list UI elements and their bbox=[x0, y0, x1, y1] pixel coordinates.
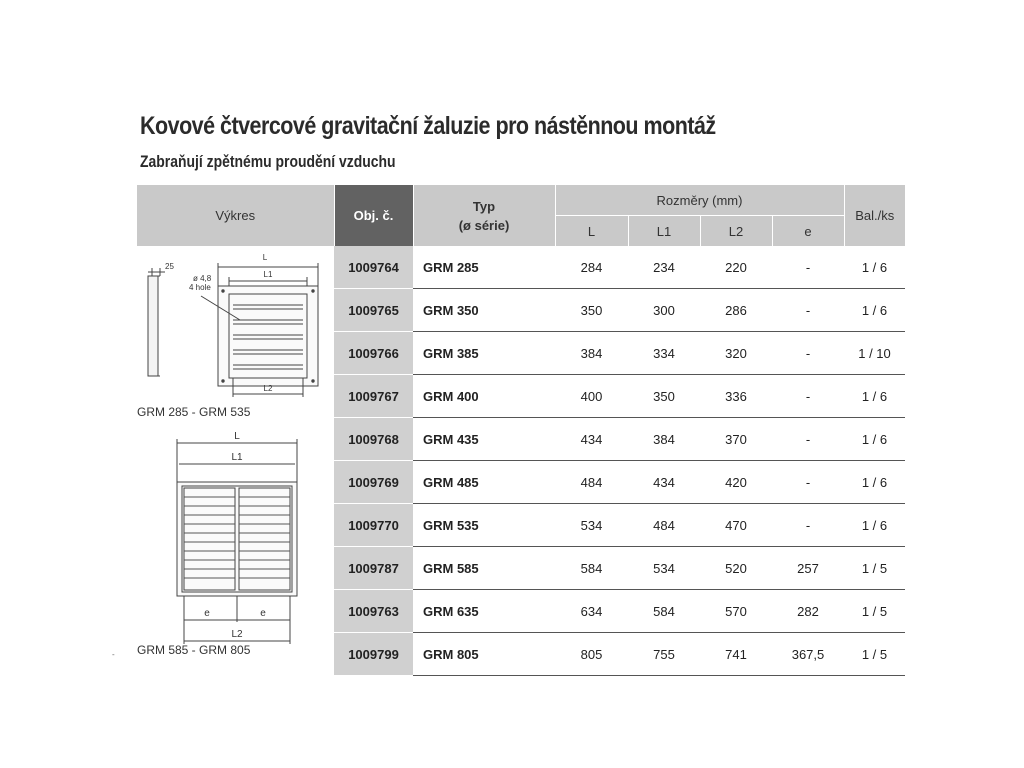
cell-L: 534 bbox=[555, 504, 628, 547]
cell-L1: 234 bbox=[628, 246, 700, 289]
cell-L2: 320 bbox=[700, 332, 772, 375]
cell-L2: 336 bbox=[700, 375, 772, 418]
product-table bbox=[137, 185, 905, 676]
cell-L1: 350 bbox=[628, 375, 700, 418]
cell-typ: GRM 585 bbox=[413, 547, 555, 590]
drawing2-label-L2: L2 bbox=[231, 629, 243, 640]
cell-L2: 420 bbox=[700, 461, 772, 504]
cell-e: - bbox=[772, 504, 844, 547]
drawing1-label-L: L bbox=[262, 253, 268, 262]
cell-e: - bbox=[772, 461, 844, 504]
cell-typ: GRM 485 bbox=[413, 461, 555, 504]
drawing1-label-25: 25 bbox=[165, 262, 174, 271]
header-dimensions: Rozměry (mm) bbox=[555, 185, 844, 216]
header-typ bbox=[413, 185, 555, 246]
cell-L1: 755 bbox=[628, 633, 700, 676]
cell-L1: 334 bbox=[628, 332, 700, 375]
header-typ-line1: Typ bbox=[472, 198, 496, 214]
cell-L: 400 bbox=[555, 375, 628, 418]
cell-typ: GRM 350 bbox=[413, 289, 555, 332]
cell-L: 284 bbox=[555, 246, 628, 289]
technical-drawings bbox=[137, 246, 334, 658]
cell-L1: 584 bbox=[628, 590, 700, 633]
cell-typ: GRM 385 bbox=[413, 332, 555, 375]
cell-typ: GRM 805 bbox=[413, 633, 555, 676]
cell-L1: 300 bbox=[628, 289, 700, 332]
cell-e: - bbox=[772, 332, 844, 375]
cell-L1: 434 bbox=[628, 461, 700, 504]
cell-obj: 1009799 bbox=[334, 633, 413, 676]
drawing2-caption: GRM 585 - GRM 805 bbox=[137, 643, 251, 657]
cell-obj: 1009767 bbox=[334, 375, 413, 418]
cell-obj: 1009764 bbox=[334, 246, 413, 289]
cell-L: 434 bbox=[555, 418, 628, 461]
cell-L1: 484 bbox=[628, 504, 700, 547]
header-bal: Bal./ks bbox=[844, 185, 905, 246]
cell-bal: 1 / 5 bbox=[844, 633, 905, 676]
drawing1-label-L1: L1 bbox=[263, 270, 273, 279]
cell-bal: 1 / 5 bbox=[844, 547, 905, 590]
cell-e: 257 bbox=[772, 547, 844, 590]
cell-L2: 220 bbox=[700, 246, 772, 289]
cell-L2: 286 bbox=[700, 289, 772, 332]
cell-L2: 520 bbox=[700, 547, 772, 590]
cell-L2: 570 bbox=[700, 590, 772, 633]
cell-L1: 384 bbox=[628, 418, 700, 461]
cell-typ: GRM 400 bbox=[413, 375, 555, 418]
drawing1-front-view bbox=[201, 263, 318, 397]
drawing1-label-hole2: 4 hole bbox=[189, 283, 211, 292]
cell-bal: 1 / 6 bbox=[844, 289, 905, 332]
drawing1-side-profile bbox=[148, 268, 165, 376]
cell-bal: 1 / 6 bbox=[844, 418, 905, 461]
cell-bal: 1 / 6 bbox=[844, 246, 905, 289]
cell-obj: 1009763 bbox=[334, 590, 413, 633]
header-L2: L2 bbox=[700, 216, 772, 247]
cell-obj: 1009770 bbox=[334, 504, 413, 547]
cell-L: 350 bbox=[555, 289, 628, 332]
cell-typ: GRM 435 bbox=[413, 418, 555, 461]
header-obj: Obj. č. bbox=[334, 185, 413, 246]
cell-L2: 470 bbox=[700, 504, 772, 547]
cell-L2: 741 bbox=[700, 633, 772, 676]
cell-L: 805 bbox=[555, 633, 628, 676]
drawing2-label-L: L bbox=[234, 431, 240, 442]
cell-bal: 1 / 6 bbox=[844, 375, 905, 418]
cell-typ: GRM 285 bbox=[413, 246, 555, 289]
cell-bal: 1 / 6 bbox=[844, 504, 905, 547]
cell-obj: 1009768 bbox=[334, 418, 413, 461]
cell-e: - bbox=[772, 289, 844, 332]
drawings-cell bbox=[137, 246, 334, 676]
cell-L: 584 bbox=[555, 547, 628, 590]
page-title: Kovové čtvercové gravitační žaluzie pro nástěnnou montáž bbox=[140, 112, 716, 140]
header-L1: L1 bbox=[628, 216, 700, 247]
cell-L: 634 bbox=[555, 590, 628, 633]
cell-L: 384 bbox=[555, 332, 628, 375]
drawing1-label-L2: L2 bbox=[263, 384, 273, 393]
drawing2-label-e1: e bbox=[204, 608, 210, 619]
cell-e: - bbox=[772, 375, 844, 418]
header-typ-line2: (ø série) bbox=[458, 217, 510, 233]
cell-e: 367,5 bbox=[772, 633, 844, 676]
table-row bbox=[137, 246, 905, 289]
cell-L2: 370 bbox=[700, 418, 772, 461]
cell-bal: 1 / 5 bbox=[844, 590, 905, 633]
cell-L1: 534 bbox=[628, 547, 700, 590]
drawing1-caption: GRM 285 - GRM 535 bbox=[137, 405, 251, 419]
cell-L: 484 bbox=[555, 461, 628, 504]
cell-obj: 1009787 bbox=[334, 547, 413, 590]
cell-typ: GRM 635 bbox=[413, 590, 555, 633]
cell-e: 282 bbox=[772, 590, 844, 633]
cell-bal: 1 / 10 bbox=[844, 332, 905, 375]
stray-dash: - bbox=[112, 650, 115, 659]
header-drawing: Výkres bbox=[137, 185, 334, 246]
cell-typ: GRM 535 bbox=[413, 504, 555, 547]
page-subtitle: Zabraňují zpětnému proudění vzduchu bbox=[140, 152, 396, 171]
header-L: L bbox=[555, 216, 628, 247]
cell-obj: 1009765 bbox=[334, 289, 413, 332]
drawing2-label-e2: e bbox=[260, 608, 266, 619]
drawing2-label-L1: L1 bbox=[231, 452, 243, 463]
cell-obj: 1009766 bbox=[334, 332, 413, 375]
cell-e: - bbox=[772, 246, 844, 289]
cell-e: - bbox=[772, 418, 844, 461]
cell-obj: 1009769 bbox=[334, 461, 413, 504]
header-e: e bbox=[772, 216, 844, 247]
cell-bal: 1 / 6 bbox=[844, 461, 905, 504]
drawing1-label-hole1: ø 4,8 bbox=[193, 274, 212, 283]
